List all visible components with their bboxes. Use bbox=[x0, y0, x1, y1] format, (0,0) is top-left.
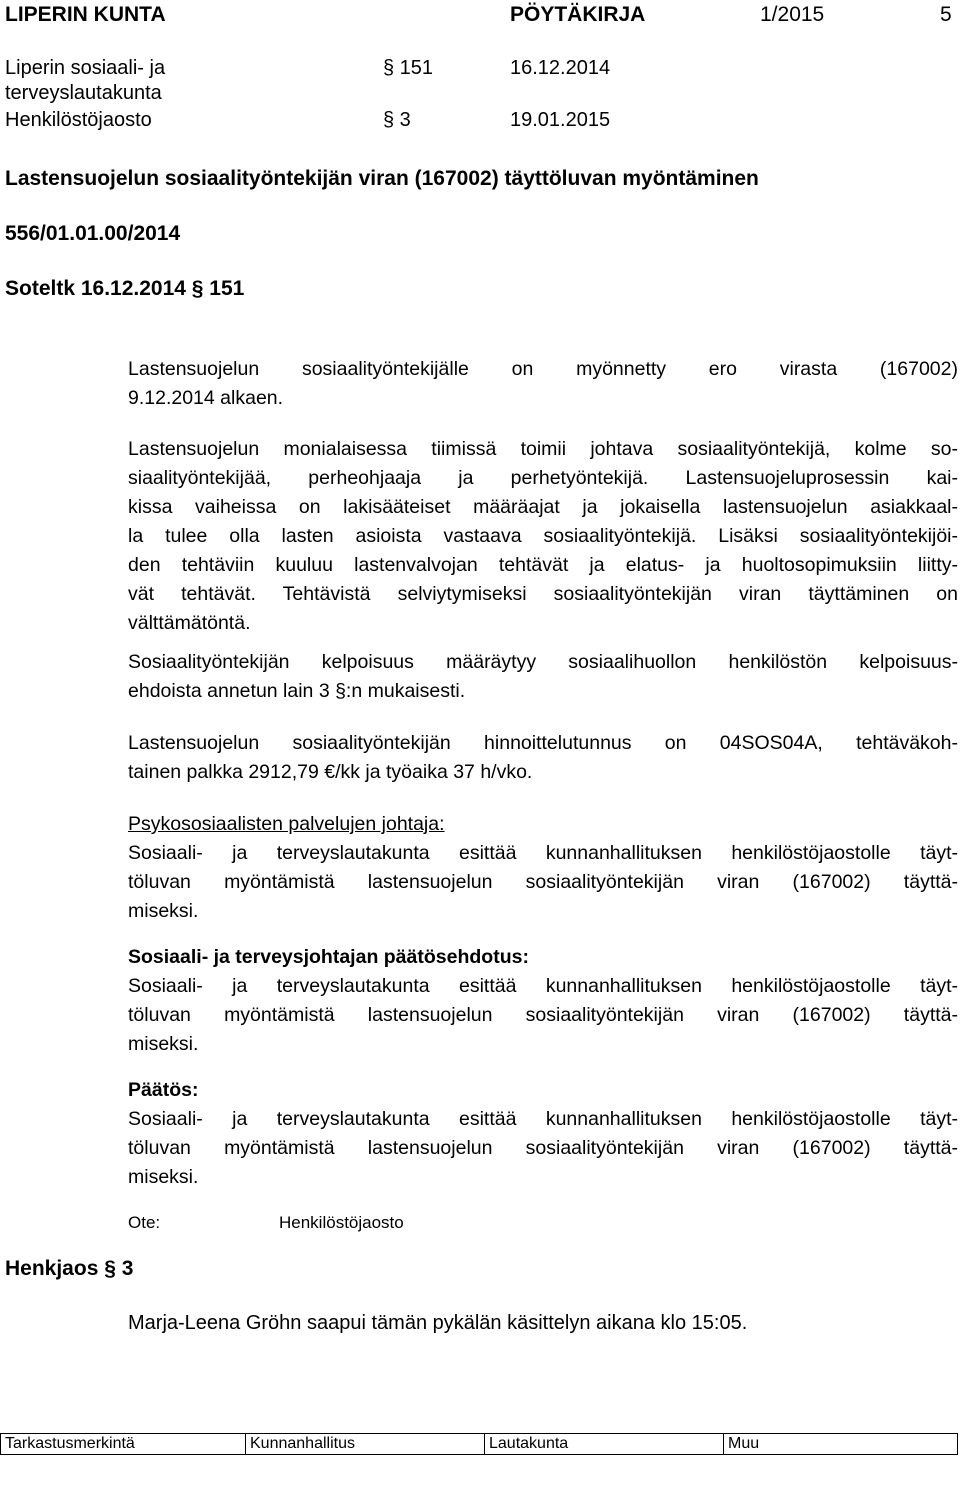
text-line: Lastensuojelun monialaisessa tiimissä toimii johtava sosiaalityöntekijä, kolme so- bbox=[128, 438, 958, 460]
document-type: PÖYTÄKIRJA bbox=[510, 3, 646, 26]
text-line: 9.12.2014 alkaen. bbox=[128, 387, 284, 409]
meta-date-3: 19.01.2015 bbox=[510, 109, 611, 131]
meta-body-2: terveyslautakunta bbox=[5, 82, 162, 104]
text-line: den tehtäviin kuuluu lastenvalvojan tehtävät ja elatus- ja huoltosopimuksiin liitty- bbox=[128, 554, 958, 576]
text-line: miseksi. bbox=[128, 1166, 199, 1188]
text-line: siaalityöntekijää, perheohjaaja ja perhetyöntekijä. Lastensuojeluprosessin kai- bbox=[128, 467, 958, 489]
text-line: töluvan myöntämistä lastensuojelun sosiaalityöntekijän viran (167002) täyttä- bbox=[128, 871, 958, 893]
footer-cell: Lautakunta bbox=[485, 1434, 724, 1455]
text-line: ehdoista annetun lain 3 §:n mukaisesti. bbox=[128, 680, 466, 702]
decision bbox=[128, 1076, 958, 1192]
text-line: Sosiaali- ja terveyslautakunta esittää kunnanhallituksen henkilöstöjaostolle täyt- bbox=[128, 975, 958, 997]
text-line: välttämätöntä. bbox=[128, 612, 251, 634]
henkjaos-section: Henkjaos § 3 bbox=[5, 1257, 134, 1280]
prior-reference: Soteltk 16.12.2014 § 151 bbox=[5, 277, 245, 300]
footer-cell: Tarkastusmerkintä bbox=[1, 1434, 246, 1455]
paragraph-salary bbox=[128, 729, 958, 787]
proposal-health-director-label: Sosiaali- ja terveysjohtajan päätösehdotus: bbox=[128, 946, 529, 968]
text-line: miseksi. bbox=[128, 1033, 199, 1055]
text-line: Lastensuojelun sosiaalityöntekijän hinnoittelutunnus on 04SOS04A, tehtäväkoh- bbox=[128, 732, 958, 754]
decision-label: Päätös: bbox=[128, 1079, 199, 1101]
proposal-director bbox=[128, 810, 958, 926]
document-number: 1/2015 bbox=[760, 3, 825, 26]
extract-label: Ote: bbox=[128, 1213, 161, 1232]
paragraph-team-description bbox=[128, 435, 958, 638]
paragraph-qualifications bbox=[128, 648, 958, 706]
proposal-health-director bbox=[128, 943, 958, 1059]
page-number: 5 bbox=[940, 3, 952, 26]
text-line: tainen palkka 2912,79 €/kk ja työaika 37 h/vko. bbox=[128, 761, 533, 783]
matter-title: Lastensuojelun sosiaalityöntekijän viran (167002) täyttöluvan myöntäminen bbox=[5, 167, 759, 190]
text-line: kissa vaiheissa on lakisääteiset määräajat ja jokaisella lastensuojelun asiakkaal- bbox=[128, 496, 958, 518]
proposal-director-label: Psykososiaalisten palvelujen johtaja: bbox=[128, 813, 445, 835]
text-line: Sosiaali- ja terveyslautakunta esittää kunnanhallituksen henkilöstöjaostolle täyt- bbox=[128, 1108, 958, 1130]
reference-number: 556/01.01.00/2014 bbox=[5, 222, 181, 245]
text-line: Sosiaali- ja terveyslautakunta esittää kunnanhallituksen henkilöstöjaostolle täyt- bbox=[128, 842, 958, 864]
meta-date-1: 16.12.2014 bbox=[510, 57, 611, 79]
meta-section-1: § 151 bbox=[383, 57, 434, 79]
text-line: vät tehtävät. Tehtävistä selviytymiseksi sosiaalityöntekijän viran täyttäminen on bbox=[128, 583, 958, 605]
meta-section-3: § 3 bbox=[383, 109, 411, 131]
meta-body-3: Henkilöstöjaosto bbox=[5, 109, 152, 131]
text-line: Lastensuojelun sosiaalityöntekijälle on myönnetty ero virasta (167002) bbox=[128, 358, 958, 380]
arrival-note: Marja-Leena Gröhn saapui tämän pykälän käsittelyn aikana klo 15:05. bbox=[128, 1312, 748, 1334]
text-line: la tulee olla lasten asioista vastaava sosiaalityöntekijä. Lisäksi sosiaalityöntekijöi- bbox=[128, 525, 958, 547]
text-line: töluvan myöntämistä lastensuojelun sosiaalityöntekijän viran (167002) täyttä- bbox=[128, 1004, 958, 1026]
footer-cell: Kunnanhallitus bbox=[246, 1434, 485, 1455]
footer-table bbox=[0, 1433, 958, 1455]
extract-recipient: Henkilöstöjaosto bbox=[279, 1213, 404, 1232]
text-line: miseksi. bbox=[128, 900, 199, 922]
paragraph-resignation bbox=[128, 355, 958, 413]
municipality-name: LIPERIN KUNTA bbox=[5, 3, 166, 26]
meta-body-1: Liperin sosiaali- ja bbox=[5, 57, 166, 79]
text-line: Sosiaalityöntekijän kelpoisuus määräytyy sosiaalihuollon henkilöstön kelpoisuus- bbox=[128, 651, 958, 673]
footer-cell: Muu bbox=[724, 1434, 958, 1455]
text-line: töluvan myöntämistä lastensuojelun sosiaalityöntekijän viran (167002) täyttä- bbox=[128, 1137, 958, 1159]
